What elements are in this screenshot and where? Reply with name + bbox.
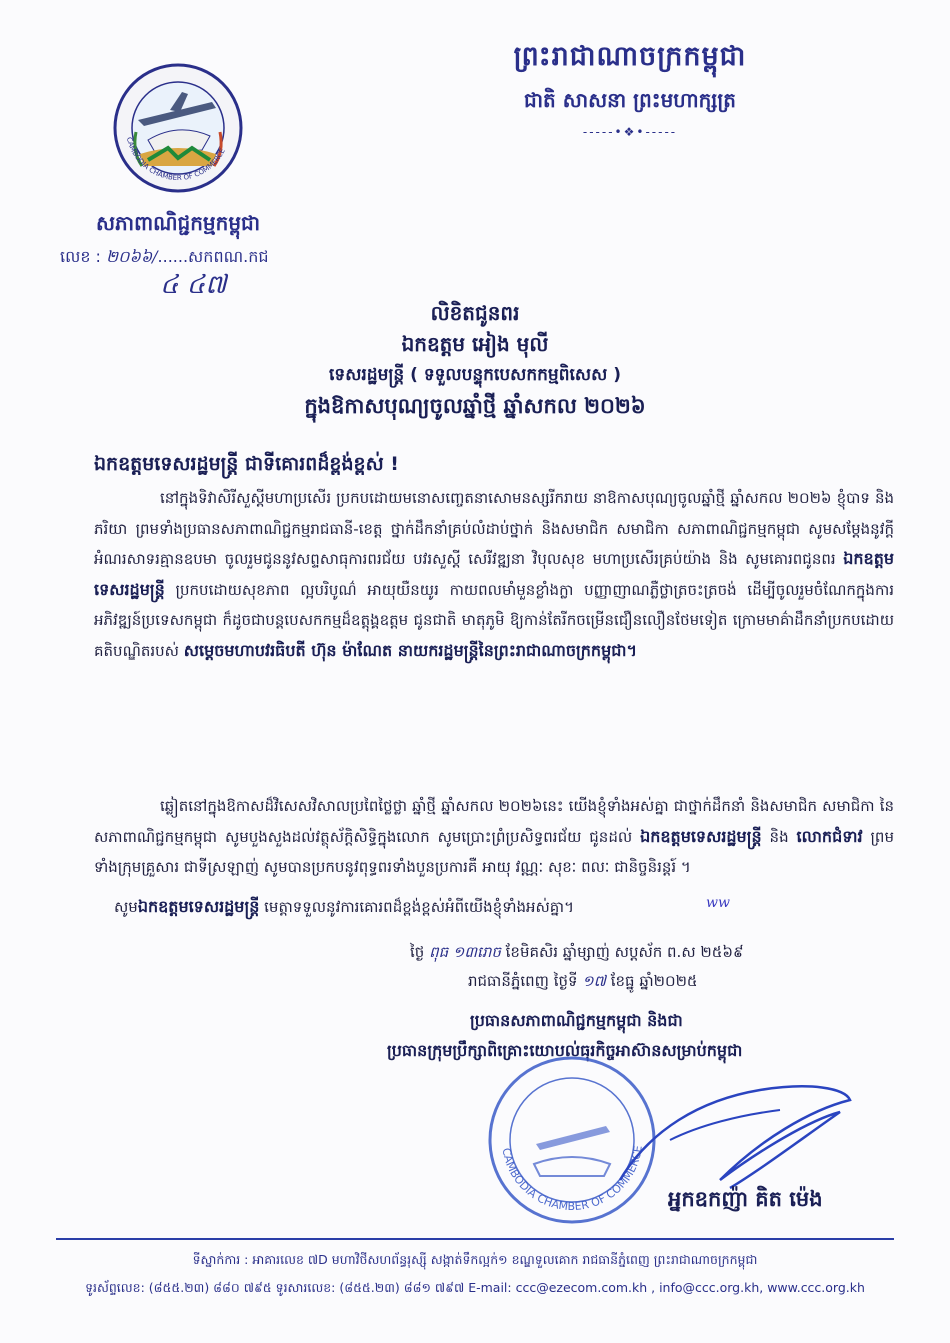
paragraph-1-bold-a: ឯកឧត្តមទេសរដ្ឋមន្ត្រី — [94, 549, 894, 599]
lunar-date-handwritten: ពុធ ១៣រោច — [429, 943, 501, 961]
ornament-divider: -----•❖•----- — [582, 125, 678, 139]
handwritten-extra-number: ៤ ៤៧ — [160, 270, 227, 300]
lunar-date-rest: ខែមិគសិរ ឆ្នាំម្សាញ់ សប្តស័ក ព.ស ២៥៦៩ — [505, 943, 744, 961]
title-line-4: ក្នុងឱកាសបុណ្យចូលឆ្នាំថ្មី ឆ្នាំសកល ២០២៦ — [304, 394, 646, 418]
chamber-logo — [112, 62, 244, 194]
ref-label: លេខ : — [60, 247, 101, 266]
title-line-2: ឯកឧត្តម អៀង មុលី — [401, 332, 549, 356]
paragraph-3-bold: ឯកឧត្តមទេសរដ្ឋមន្ត្រី — [137, 897, 260, 916]
footer — [56, 1246, 894, 1302]
salutation: ឯកឧត្តមទេសរដ្ឋមន្ត្រី ជាទីគោរពដ៏ខ្ពង់ខ្ពស់ ! — [94, 453, 399, 475]
stamp-text: CAMBODIA CHAMBER OF COMMERCE — [499, 1144, 645, 1214]
solar-date — [410, 967, 890, 996]
footer-address: ទីស្នាក់ការ : អាគារលេខ ៧D មហាវិថីសហព័ន្ធរុស្ស៊ី សង្កាត់ទឹកល្អក់១ ខណ្ឌទួលគោក រាជធានីភ្នំពេញ ព្រះរាជាណាចក្រកម្ពុជា — [192, 1252, 758, 1267]
letter-titles — [0, 298, 950, 422]
title-line-3: ទេសរដ្ឋមន្ត្រី ( ទទួលបន្ទុកបេសកកម្មពិសេស ) — [329, 365, 621, 385]
signatory-position-1: ប្រធានសភាពាណិជ្ជកម្មកម្ពុជា និងជា — [470, 1011, 683, 1030]
paragraph-2-bold-b: លោកជំទាវ — [796, 826, 863, 846]
ref-number-handwritten: ២០៦៦/ — [106, 247, 158, 266]
paragraph-2-mid: និង — [769, 827, 789, 846]
paragraph-1-text-b: ប្រកបដោយសុខភាព ល្អបរិបូណ៌ អាយុយឺនយូរ កាយពលមាំមួនខ្លាំងក្លា បញ្ញាញាណភ្លឺថ្លាត្រចះត្រចង់ ដើម្បីចូលរួមចំណែកក្នុងការអភិវឌ្ឍន៍ប្រទេសកម្ពុជា ក៏ដូចជាបន្តបេសកកម្មដ៏ឧត្តុង្គឧត្តម ជូនជាតិ មាតុភូមិ ឱ្យកាន់តែរីកចម្រើនជឿនលឿនថែមទៀត ក្រោមមាគ៌ាដឹកនាំប្រកបដោយគតិបណ្ឌិតរបស់ — [94, 580, 894, 660]
ref-suffix: ......សកពណ.កជ — [157, 247, 269, 266]
date-block — [410, 938, 890, 996]
national-motto: ជាតិ សាសនា ព្រះមហាក្សត្រ — [524, 88, 736, 112]
kingdom-title: ព្រះរាជាណាចក្រកម្ពុជា — [513, 41, 747, 72]
paragraph-3-text-a: សូម — [114, 898, 138, 916]
paragraph-1-text-a: នៅក្នុងទិវាសិរីសួស្តីមហាប្រសើរ ប្រកបដោយមនោសញ្ចេតនាសោមនស្សរីករាយ នាឱកាសបុណ្យចូលឆ្នាំថ្មី ឆ្នាំសកល ២០២៦ ខ្ញុំបាទ និងភរិយា ព្រមទាំងប្រធានសភាពាណិជ្ជកម្មរាជធានី-ខេត្ត ថ្នាក់ដឹកនាំគ្រប់លំដាប់ថ្នាក់ និងសមាជិក សមាជិកា សភាពាណិជ្ជកម្មកម្ពុជា សូមសម្តែងនូវក្តីអំណរសាទរគ្មានឧបមា ចូលរួមជូននូវសព្ទសាធុការពរជ័យ បវរសួស្តី សេរីវឌ្ឍនា វិបុលសុខ មហាប្រសើរគ្រប់យ៉ាង និង សូមគោរពជូនពរ — [94, 489, 894, 568]
paragraph-1-bold-b: សម្តេចមហាបវរធិបតី ហ៊ុន ម៉ាណែត នាយករដ្ឋមន្ត្រីនៃព្រះរាជាណាចក្រកម្ពុជា។ — [183, 640, 638, 660]
paragraph-1 — [94, 483, 894, 666]
solar-date-rest: ខែធ្នូ ឆ្នាំ២០២៥ — [610, 972, 698, 990]
paragraph-3 — [94, 892, 894, 923]
signatory-name: អ្នកឧកញ៉ា គិត ម៉េង — [668, 1187, 823, 1211]
footer-divider — [56, 1238, 894, 1240]
logo-text: CAMBODIA CHAMBER OF COMMERCE — [124, 136, 227, 183]
lunar-date-prefix: ថ្ងៃ — [410, 943, 425, 961]
kingdom-header — [460, 40, 800, 139]
title-line-1: លិខិតជូនពរ — [430, 301, 520, 325]
paragraph-2-text-a: ឆ្លៀតនៅក្នុងឱកាសដ៏វិសេសវិសាលប្រពៃថ្លៃថ្លា ឆ្នាំថ្មី ឆ្នាំសកល ២០២៦នេះ យើងខ្ញុំទាំងអស់គ្នា ជាថ្នាក់ដឹកនាំ និងសមាជិក សមាជិកា នៃសភាពាណិជ្ជកម្មកម្ពុជា សូមបួងសួងដល់វត្ថុស័ក្តិសិទ្ធិក្នុងលោក សូមប្រោះព្រំប្រសិទ្ធពរជ័យ ជូនដល់ — [94, 797, 894, 846]
signatory-position-2: ប្រធានក្រុមប្រឹក្សាពិគ្រោះយោបល់ធុរកិច្ចអាស៊ានសម្រាប់កម្ពុជា — [387, 1041, 743, 1060]
lunar-date — [410, 938, 890, 967]
solar-date-prefix: រាជធានីភ្នំពេញ ថ្ងៃទី — [468, 972, 578, 990]
paragraph-2-bold-a: ឯកឧត្តមទេសរដ្ឋមន្ត្រី — [640, 826, 762, 846]
paragraph-2-text-b: ព្រមទាំងក្រុមគ្រួសារ ជាទីស្រឡាញ់ សូមបានប្រកបនូវពុទ្ធពរទាំងបួនប្រការគឺ អាយុ វណ្ណៈ សុខៈ ពលៈ ជានិច្ចនិរន្តរ៍ ។ — [94, 827, 894, 876]
handwritten-signature — [610, 1070, 860, 1200]
solar-date-handwritten: ១៧ — [582, 972, 606, 990]
paragraph-3-text-b: មេត្តាទទួលនូវការគោរពដ៏ខ្ពង់ខ្ពស់អំពីយើងខ្ញុំទាំងអស់គ្នា។ — [264, 898, 574, 916]
paragraph-2 — [94, 791, 894, 883]
handwritten-initial: ww — [706, 895, 730, 911]
reference-number — [60, 246, 269, 270]
footer-contact: ទូរស័ព្ទលេខ: (៨៥៥.២៣) ៨៨០ ៧៩៥ ទូរសារលេខ: (៨៥៥.២៣) ៨៨១ ៧៩៧ E-mail: ccc@ezecom.com.kh , info@ccc.org.kh, www.ccc.org.kh — [85, 1280, 865, 1295]
organization-name: សភាពាណិជ្ជកម្មកម្ពុជា — [96, 211, 261, 235]
